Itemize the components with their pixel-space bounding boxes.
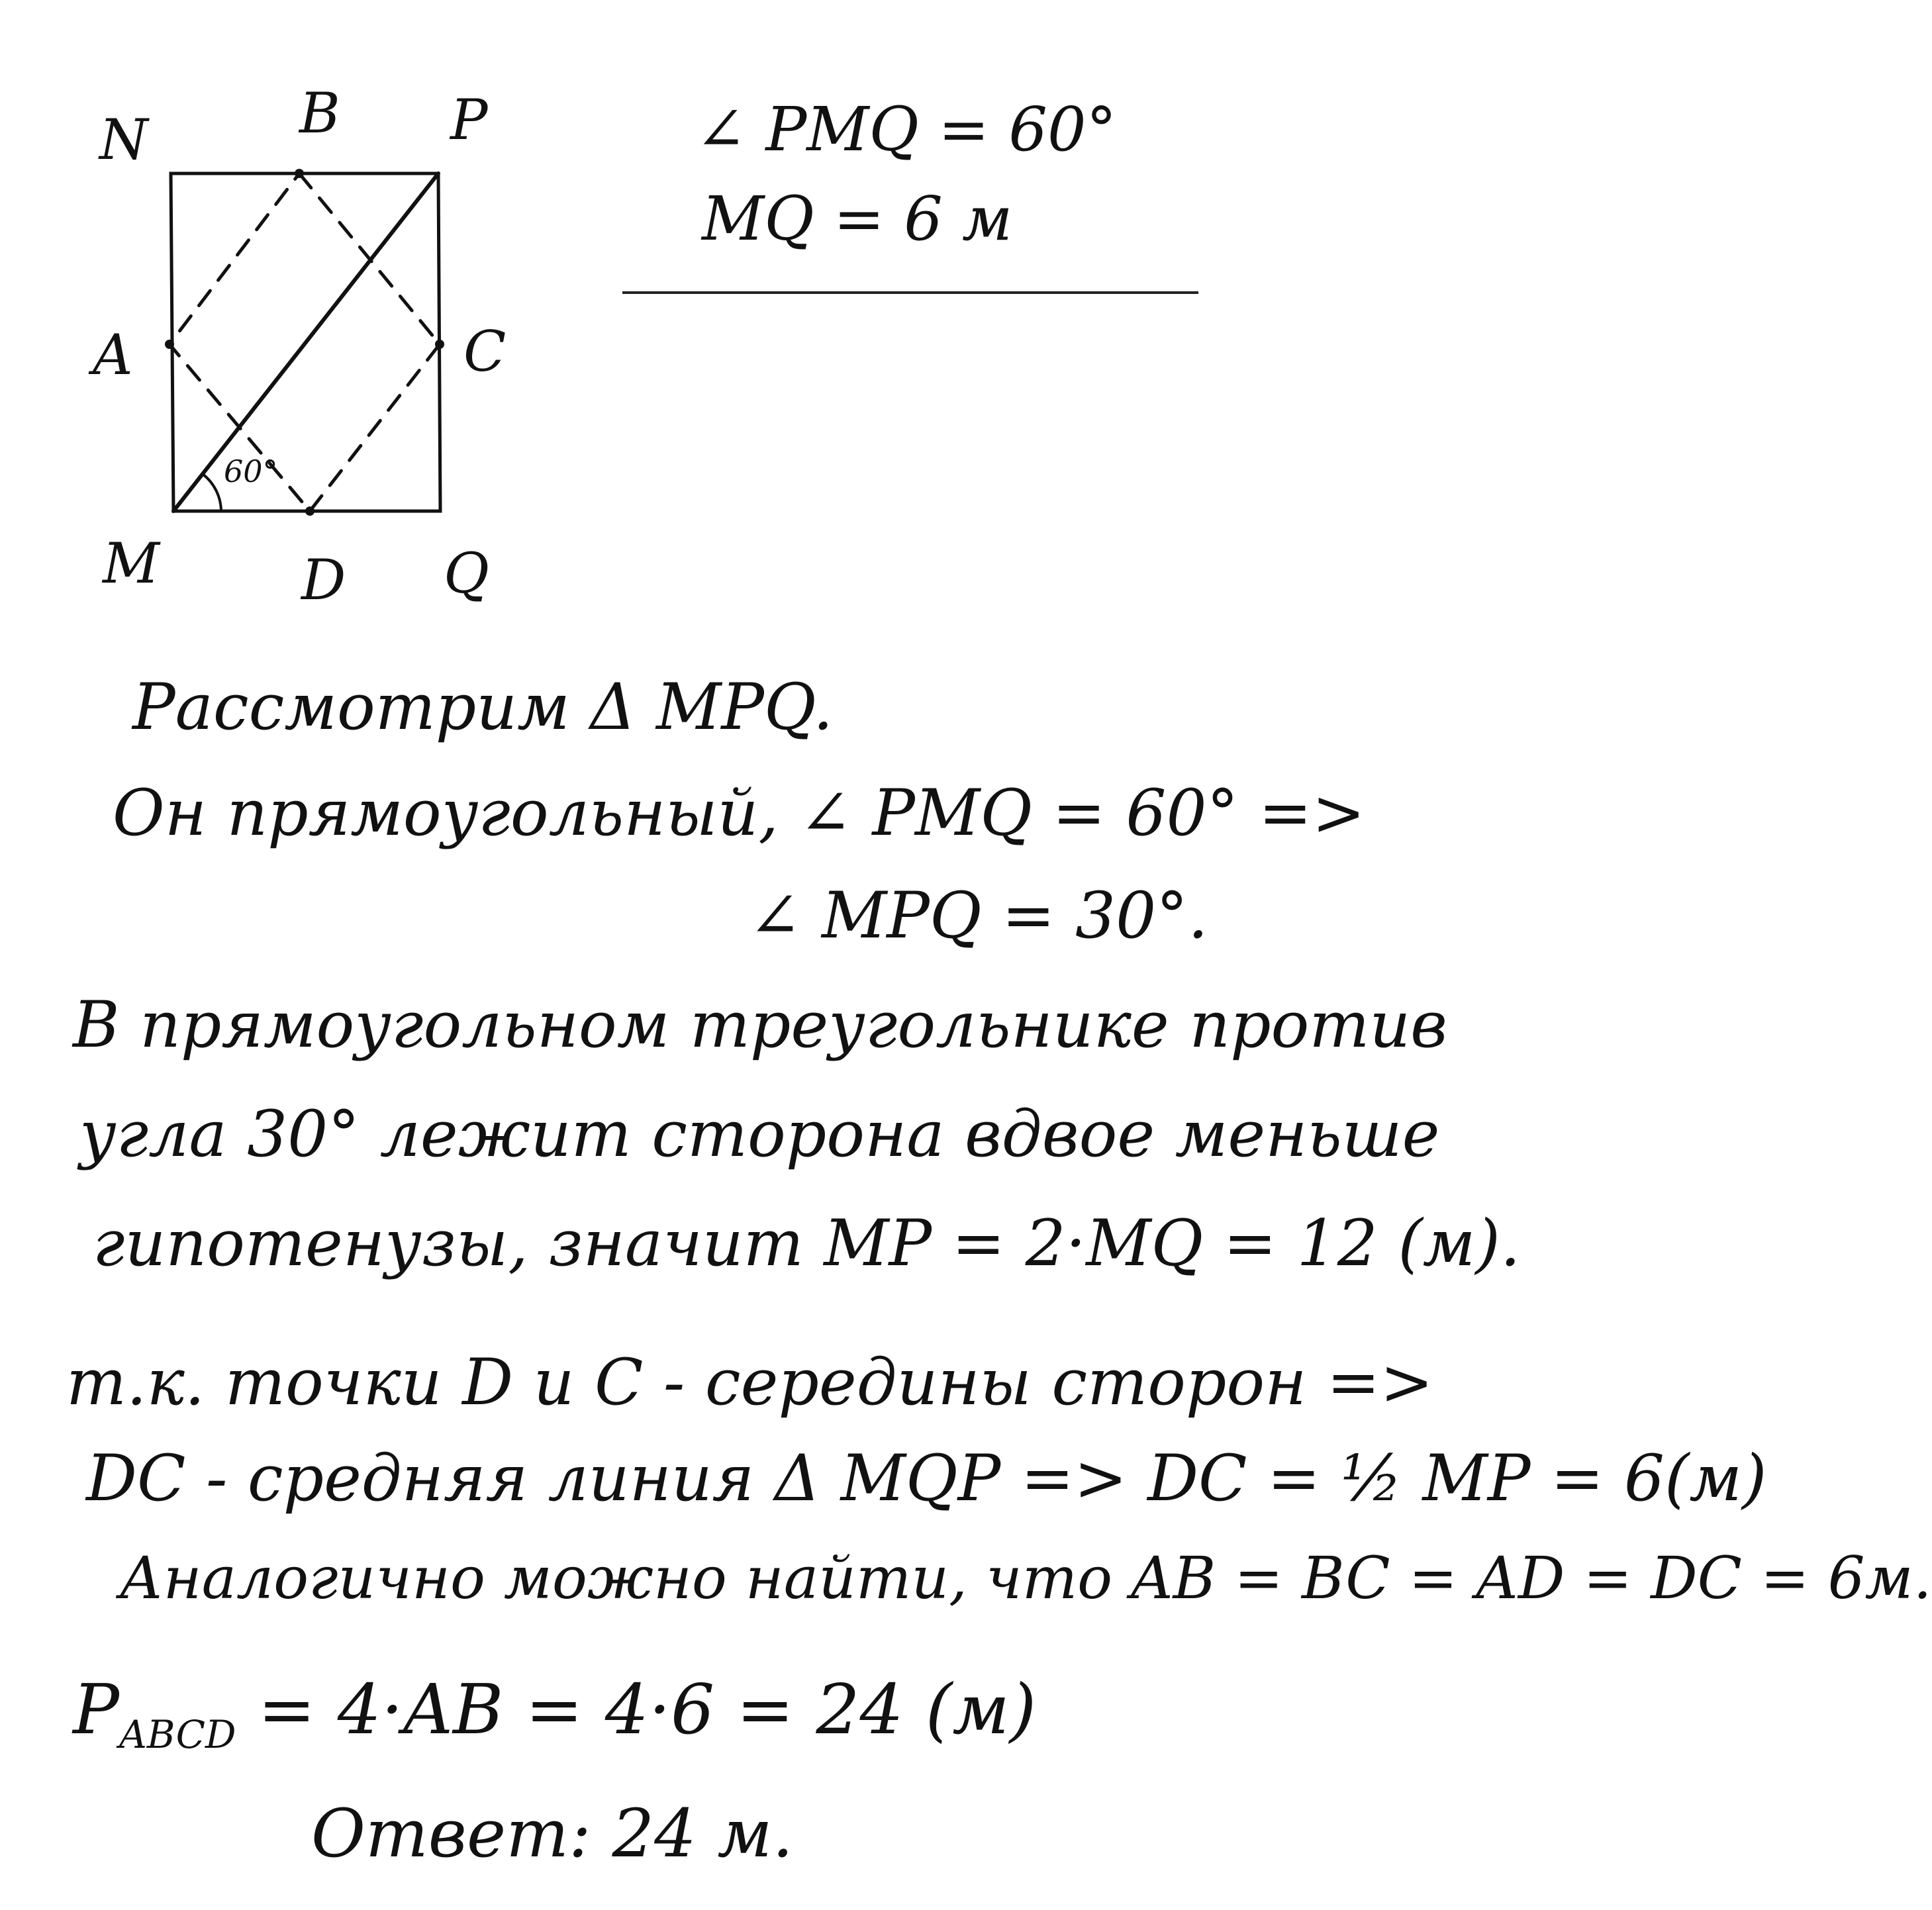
perimeter-formula [73,1669,1037,1757]
angle-label-60: 60° [224,454,278,489]
solution-line-4: В прямоугольном треугольнике против [73,988,1448,1062]
label-n: N [99,107,148,172]
label-q: Q [444,541,489,606]
answer-line: Ответ: 24 м. [311,1795,794,1872]
solution-line-1: Рассмотрим Δ MPQ. [132,670,834,744]
point-c-dot [435,340,444,349]
given-separator-line [622,291,1198,294]
diagonal-mp [173,173,438,511]
label-d: D [301,548,346,612]
solution-line-5: угла 30° лежит сторона вдвое меньше [79,1097,1440,1171]
perimeter-subscript: ABCD [119,1712,236,1757]
point-b-dot [295,169,304,178]
perimeter-expression: = 4·AB = 4·6 = 24 (м) [258,1669,1037,1750]
point-d-dot [305,506,314,516]
label-p: P [450,87,488,152]
perimeter-symbol: P [73,1669,119,1750]
label-b: B [299,81,340,146]
solution-line-3: ∠ MPQ = 30°. [748,879,1208,953]
solution-line-2: Он прямоугольный, ∠ PMQ = 60° => [113,776,1365,850]
given-side-mq: MQ = 6 м [702,183,1013,254]
angle-arc-m [203,474,221,511]
solution-line-7: т.к. точки D и C - середины сторон => [66,1345,1433,1419]
label-a: A [93,322,133,387]
point-a-dot [165,340,174,349]
solution-line-9: Аналогично можно найти, что AB = BC = AD = DC = 6м. [119,1544,1932,1612]
label-c: C [463,319,507,384]
given-angle-pmq: ∠ PMQ = 60° [695,94,1117,165]
solution-line-8: DC - средняя линия Δ MQP => DC = ½ MP = 6(м) [86,1441,1767,1515]
geometry-figure [0,0,662,662]
label-m: M [103,531,160,596]
solution-line-6: гипотенузы, значит MP = 2·MQ = 12 (м). [93,1206,1521,1280]
